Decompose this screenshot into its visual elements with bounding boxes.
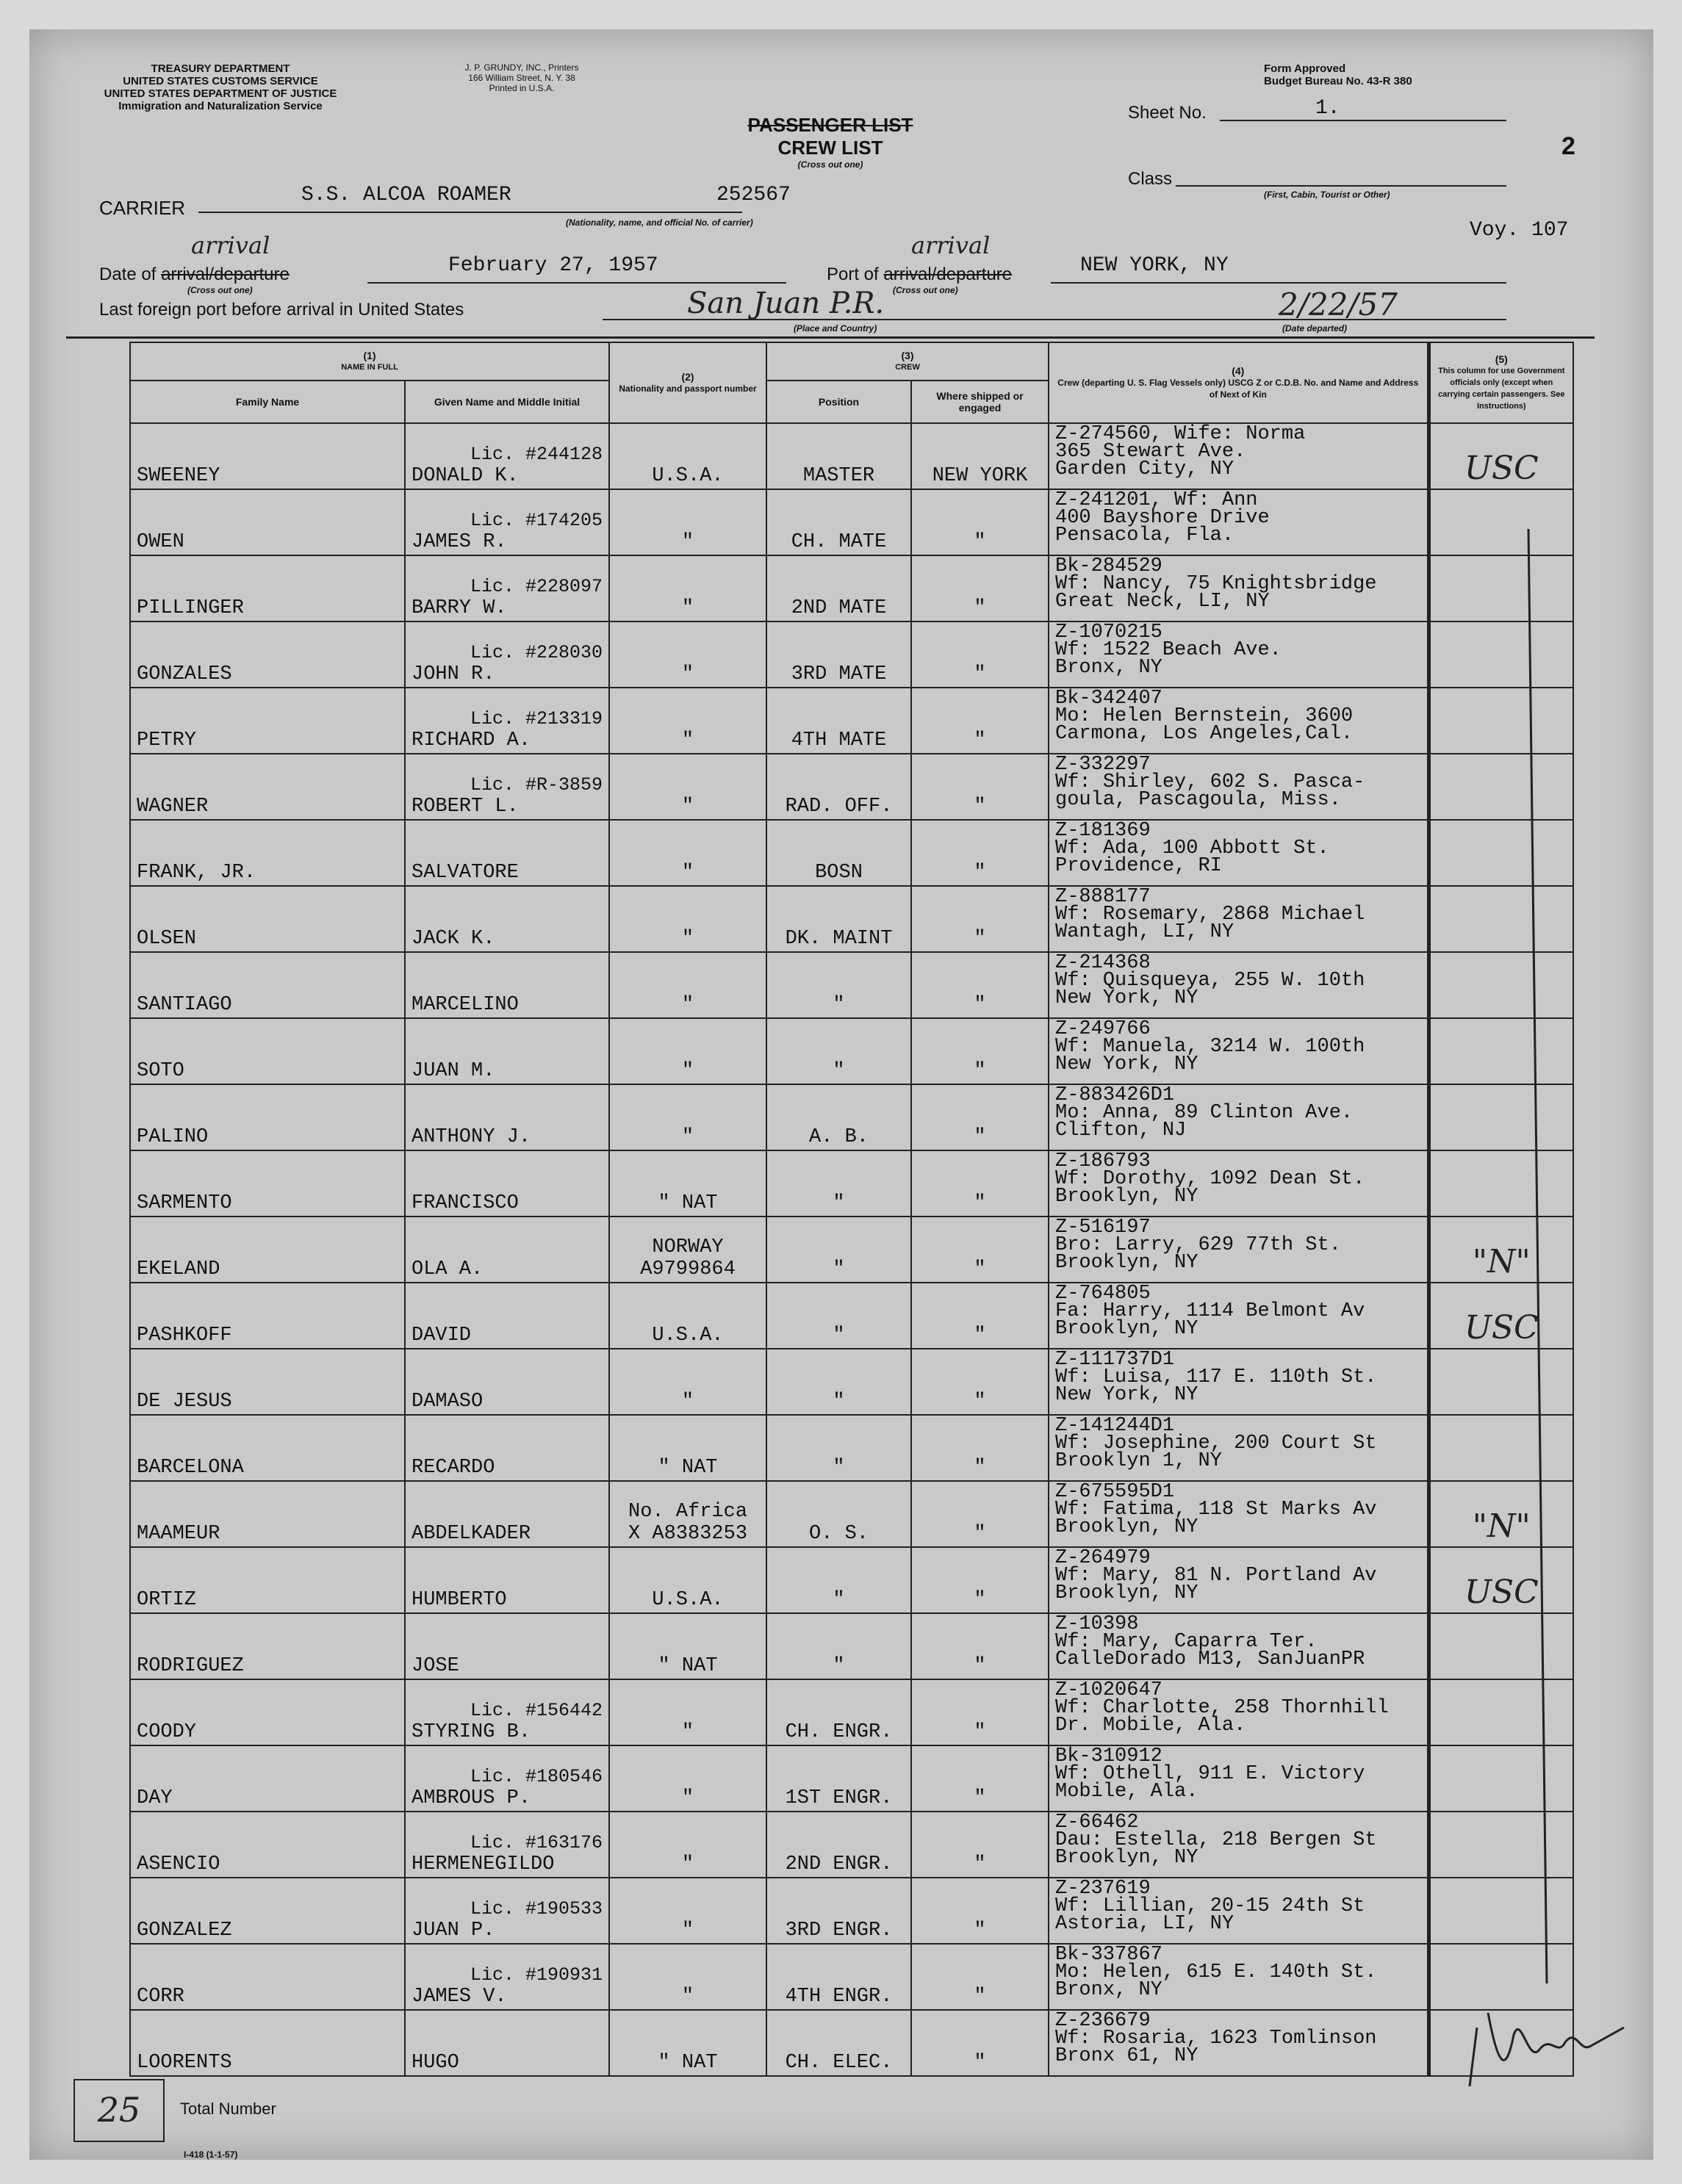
table-row	[130, 1349, 1573, 1415]
position-cell: CH. ELEC.	[766, 2010, 911, 2076]
given-name-cell	[405, 1944, 609, 2010]
last-port-label: Last foreign port before arrival in United States	[99, 300, 464, 320]
given-name-header: Given Name and Middle Initial	[405, 381, 609, 423]
col-4-header: (4) Crew (departing U. S. Flag Vessels only) USCG Z or C.D.B. No. and Name and Address of Next of Kin	[1049, 342, 1428, 423]
given-name: JAMES V.	[411, 1986, 507, 2008]
position-cell: "	[766, 1547, 911, 1613]
shipped-cell: "	[911, 1349, 1049, 1415]
shipped-cell: "	[911, 1084, 1049, 1150]
shipped-cell: "	[911, 1481, 1049, 1547]
nationality-cell: "	[609, 688, 766, 754]
given-name: ROBERT L.	[411, 796, 519, 818]
table-row	[130, 1878, 1573, 1944]
family-name-cell: OWEN	[130, 489, 405, 555]
port-departure-struck: /departure	[931, 264, 1013, 284]
family-name-cell: PETRY	[130, 688, 405, 754]
family-name-cell: FRANK, JR.	[130, 820, 405, 886]
nationality-cell: "	[609, 1812, 766, 1878]
given-name: FRANCISCO	[411, 1192, 519, 1214]
port-value: NEW YORK, NY	[1080, 254, 1229, 277]
next-of-kin-cell: Z-883426D1 Mo: Anna, 89 Clinton Ave. Clifton, NJ	[1049, 1084, 1428, 1150]
shipped-cell: "	[911, 688, 1049, 754]
agency-line-3: UNITED STATES DEPARTMENT OF JUSTICE	[104, 87, 337, 100]
given-name-cell	[405, 820, 609, 886]
given-name-cell	[405, 2010, 609, 2076]
shipped-cell: "	[911, 1745, 1049, 1812]
carrier-name: S.S. ALCOA ROAMER	[301, 184, 511, 206]
table-row	[130, 1944, 1573, 2010]
given-name-cell	[405, 1217, 609, 1283]
position-cell: 4TH ENGR.	[766, 1944, 911, 2010]
license-number: Lic. #190931	[470, 1964, 603, 1986]
position-cell: BOSN	[766, 820, 911, 886]
nationality-cell: "	[609, 820, 766, 886]
given-name-cell	[405, 1283, 609, 1349]
given-name: DAMASO	[411, 1391, 484, 1413]
license-number: Lic. #213319	[470, 708, 603, 729]
position-cell: "	[766, 1415, 911, 1481]
family-name-cell: CORR	[130, 1944, 405, 2010]
agency-line-2: UNITED STATES CUSTOMS SERVICE	[123, 75, 318, 87]
port-label	[827, 264, 1012, 285]
nationality-cell: " NAT	[609, 1150, 766, 1217]
port-line	[1051, 282, 1506, 284]
next-of-kin-cell: Z-237619 Wf: Lillian, 20-15 24th St Astoria, LI, NY	[1049, 1878, 1428, 1944]
shipped-cell: "	[911, 1150, 1049, 1217]
family-name-cell: SARMENTO	[130, 1150, 405, 1217]
carrier-official-no: 252567	[716, 184, 791, 206]
crew-table	[129, 342, 1574, 2077]
given-name-cell	[405, 688, 609, 754]
given-name-cell	[405, 1613, 609, 1679]
given-name: MARCELINO	[411, 994, 519, 1016]
next-of-kin-cell: Z-236679 Wf: Rosaria, 1623 Tomlinson Bronx 61, NY	[1049, 2010, 1428, 2076]
crew-list-document	[29, 29, 1653, 2160]
license-number: Lic. #228097	[470, 576, 603, 597]
position-cell: CH. MATE	[766, 489, 911, 555]
table-row	[130, 621, 1573, 688]
shipped-cell: "	[911, 2010, 1049, 2076]
position-cell: RAD. OFF.	[766, 754, 911, 820]
agency-line-1: TREASURY DEPARTMENT	[151, 62, 290, 75]
family-name-cell: ORTIZ	[130, 1547, 405, 1613]
given-name: BARRY W.	[411, 597, 507, 619]
family-name-cell: PILLINGER	[130, 555, 405, 621]
license-number: Lic. #190533	[470, 1898, 603, 1920]
given-name-cell	[405, 1679, 609, 1745]
next-of-kin-cell: Z-516197 Bro: Larry, 629 77th St. Brooklyn, NY	[1049, 1217, 1428, 1283]
date-departure-struck: /departure	[209, 264, 290, 284]
license-number: Lic. #180546	[470, 1766, 603, 1787]
next-of-kin-cell: Z-66462 Dau: Estella, 218 Bergen St Brooklyn, NY	[1049, 1812, 1428, 1878]
position-cell: "	[766, 952, 911, 1018]
sheet-label: Sheet No.	[1128, 103, 1207, 123]
nationality-cell: U.S.A.	[609, 423, 766, 489]
nationality-cell: No. Africa X A8383253	[609, 1481, 766, 1547]
given-name: DONALD K.	[411, 465, 519, 487]
next-of-kin-cell: Z-111737D1 Wf: Luisa, 117 E. 110th St. New York, NY	[1049, 1349, 1428, 1415]
next-of-kin-cell: Z-141244D1 Wf: Josephine, 200 Court St Brooklyn 1, NY	[1049, 1415, 1428, 1481]
voyage: Voy. 107	[1470, 219, 1569, 242]
position-cell: 3RD MATE	[766, 621, 911, 688]
position-cell: CH. ENGR.	[766, 1679, 911, 1745]
shipped-header: Where shipped or engaged	[911, 381, 1049, 423]
given-name-cell	[405, 1547, 609, 1613]
family-name-cell: GONZALEZ	[130, 1878, 405, 1944]
last-port-date: 2/22/57	[1279, 286, 1398, 322]
sheet-value: 1.	[1220, 97, 1506, 121]
nationality-cell: "	[609, 1878, 766, 1944]
family-name-header: Family Name	[130, 381, 405, 423]
table-row	[130, 555, 1573, 621]
nationality-cell: "	[609, 1679, 766, 1745]
license-number: Lic. #228030	[470, 642, 603, 663]
form-approved-line-2: Budget Bureau No. 43-R 380	[1264, 75, 1412, 87]
table-row	[130, 952, 1573, 1018]
inspector-signature	[1455, 1983, 1631, 2094]
next-of-kin-cell: Z-675595D1 Wf: Fatima, 118 St Marks Av Brooklyn, NY	[1049, 1481, 1428, 1547]
given-name: AMBROUS P.	[411, 1787, 531, 1809]
table-row	[130, 423, 1573, 489]
family-name-cell: PALINO	[130, 1084, 405, 1150]
given-name: DAVID	[411, 1325, 472, 1347]
nationality-cell: " NAT	[609, 1613, 766, 1679]
nationality-cell: NORWAY A9799864	[609, 1217, 766, 1283]
date-line	[367, 282, 786, 284]
table-row	[130, 1481, 1573, 1547]
carrier-label: CARRIER	[99, 197, 186, 219]
family-name-cell: WAGNER	[130, 754, 405, 820]
crew-table-body	[130, 423, 1573, 2076]
license-number: Lic. #174205	[470, 510, 603, 531]
given-name: JUAN M.	[411, 1060, 495, 1082]
date-of-text: Date of	[99, 264, 157, 284]
agency-line-4: Immigration and Naturalization Service	[118, 100, 323, 112]
column-5-pen-line	[1525, 529, 1554, 1998]
next-of-kin-cell: Z-249766 Wf: Manuela, 3214 W. 100th New York, NY	[1049, 1018, 1428, 1084]
official-note-cell: USC	[1428, 423, 1573, 489]
nationality-cell: "	[609, 1944, 766, 2010]
col-5-header: (5) This column for use Government officials only (except when carrying certain passengers. See Instructions)	[1428, 342, 1573, 423]
position-cell: MASTER	[766, 423, 911, 489]
printer-line-2: 166 William Street, N. Y. 38	[468, 73, 575, 83]
next-of-kin-cell: Z-181369 Wf: Ada, 100 Abbott St. Providence, RI	[1049, 820, 1428, 886]
shipped-cell: "	[911, 886, 1049, 952]
next-of-kin-cell: Bk-284529 Wf: Nancy, 75 Knightsbridge Great Neck, LI, NY	[1049, 555, 1428, 621]
col-2-header: (2) Nationality and passport number	[609, 342, 766, 423]
position-cell: "	[766, 1150, 911, 1217]
given-name-cell	[405, 621, 609, 688]
position-cell: 2ND ENGR.	[766, 1812, 911, 1878]
table-row	[130, 1745, 1573, 1812]
shipped-cell: "	[911, 1217, 1049, 1283]
given-name: JAMES R.	[411, 531, 507, 553]
position-cell: "	[766, 1613, 911, 1679]
next-of-kin-cell: Z-888177 Wf: Rosemary, 2868 Michael Wantagh, LI, NY	[1049, 886, 1428, 952]
total-number-box	[73, 2079, 165, 2142]
form-number: I-418 (1-1-57)	[184, 2149, 238, 2160]
position-cell: 2ND MATE	[766, 555, 911, 621]
given-name-cell	[405, 754, 609, 820]
given-name: RECARDO	[411, 1457, 495, 1479]
printer-block	[426, 62, 617, 93]
shipped-cell: "	[911, 1613, 1049, 1679]
nationality-cell: "	[609, 886, 766, 952]
given-name-cell	[405, 1481, 609, 1547]
shipped-cell: NEW YORK	[911, 423, 1049, 489]
family-name-cell: DE JESUS	[130, 1349, 405, 1415]
nationality-cell: "	[609, 952, 766, 1018]
table-row	[130, 1150, 1573, 1217]
given-name-cell	[405, 886, 609, 952]
last-port-value: San Juan P.R.	[687, 286, 885, 320]
nationality-cell: "	[609, 1018, 766, 1084]
col-3-header: (3) CREW	[766, 342, 1049, 381]
shipped-cell: "	[911, 820, 1049, 886]
given-name-cell	[405, 555, 609, 621]
table-row	[130, 1217, 1573, 1283]
official-note-cell: "N"	[1428, 1481, 1573, 1547]
table-row	[130, 2010, 1573, 2076]
total-label: Total Number	[180, 2100, 276, 2118]
next-of-kin-cell: Bk-342407 Mo: Helen Bernstein, 3600 Carmona, Los Angeles,Cal.	[1049, 688, 1428, 754]
official-note-cell: USC	[1428, 1283, 1573, 1349]
given-name: STYRING B.	[411, 1721, 531, 1743]
date-value: February 27, 1957	[448, 254, 658, 277]
date-arrival-struck: arrival	[161, 264, 209, 284]
port-handwritten: arrival	[911, 231, 991, 259]
shipped-cell: "	[911, 1679, 1049, 1745]
class-hint: (First, Cabin, Tourist or Other)	[1264, 190, 1390, 200]
position-cell: 3RD ENGR.	[766, 1878, 911, 1944]
family-name-cell: MAAMEUR	[130, 1481, 405, 1547]
family-name-cell: LOORENTS	[130, 2010, 405, 2076]
shipped-cell: "	[911, 489, 1049, 555]
form-approved-line-1: Form Approved	[1264, 62, 1346, 75]
family-name-cell: SWEENEY	[130, 423, 405, 489]
next-of-kin-cell: Bk-310912 Wf: Othell, 911 E. Victory Mobile, Ala.	[1049, 1745, 1428, 1812]
shipped-cell: "	[911, 621, 1049, 688]
given-name: SALVATORE	[411, 862, 519, 884]
given-name-cell	[405, 952, 609, 1018]
next-of-kin-cell: Z-764805 Fa: Harry, 1114 Belmont Av Brooklyn, NY	[1049, 1283, 1428, 1349]
shipped-cell: "	[911, 1018, 1049, 1084]
nationality-cell: " NAT	[609, 1415, 766, 1481]
license-number: Lic. #163176	[470, 1832, 603, 1853]
license-number: Lic. #R-3859	[470, 774, 603, 796]
table-row	[130, 1613, 1573, 1679]
given-name-cell	[405, 1745, 609, 1812]
license-number: Lic. #244128	[470, 444, 603, 465]
table-row	[130, 886, 1573, 952]
family-name-cell: DAY	[130, 1745, 405, 1812]
place-hint: (Place and Country)	[794, 323, 877, 334]
nationality-cell: U.S.A.	[609, 1283, 766, 1349]
crew-list-title: CREW LIST	[777, 137, 883, 159]
family-name-cell: BARCELONA	[130, 1415, 405, 1481]
shipped-cell: "	[911, 1547, 1049, 1613]
family-name-cell: EKELAND	[130, 1217, 405, 1283]
given-name-cell	[405, 1150, 609, 1217]
nationality-cell: "	[609, 555, 766, 621]
port-of-text: Port of	[827, 264, 879, 284]
license-number: Lic. #156442	[470, 1700, 603, 1721]
family-name-cell: COODY	[130, 1679, 405, 1745]
next-of-kin-cell: Z-264979 Wf: Mary, 81 N. Portland Av Brooklyn, NY	[1049, 1547, 1428, 1613]
position-cell: O. S.	[766, 1481, 911, 1547]
passenger-list-struck: PASSENGER LIST	[747, 114, 913, 136]
table-row	[130, 489, 1573, 555]
date-of-label	[99, 264, 290, 285]
position-cell: 1ST ENGR.	[766, 1745, 911, 1812]
next-of-kin-cell: Bk-337867 Mo: Helen, 615 E. 140th St. Bronx, NY	[1049, 1944, 1428, 2010]
given-name: JACK K.	[411, 928, 495, 950]
given-name: JOHN R.	[411, 663, 495, 685]
nationality-cell: " NAT	[609, 2010, 766, 2076]
printer-line-1: J. P. GRUNDY, INC., Printers	[464, 62, 579, 73]
nationality-cell: "	[609, 754, 766, 820]
agency-block	[66, 62, 375, 112]
port-cross-out: (Cross out one)	[893, 285, 958, 295]
table-row	[130, 688, 1573, 754]
family-name-cell: RODRIGUEZ	[130, 1613, 405, 1679]
table-row	[130, 1084, 1573, 1150]
date-handwritten: arrival	[191, 231, 270, 259]
official-note-cell: USC	[1428, 1547, 1573, 1613]
nationality-cell: U.S.A.	[609, 1547, 766, 1613]
date-departed-hint: (Date departed)	[1282, 323, 1348, 334]
family-name-cell: GONZALES	[130, 621, 405, 688]
given-name: OLA A.	[411, 1258, 484, 1280]
form-approved	[1264, 62, 1484, 87]
position-cell: "	[766, 1349, 911, 1415]
next-of-kin-cell: Z-10398 Wf: Mary, Caparra Ter. CalleDorado M13, SanJuanPR	[1049, 1613, 1428, 1679]
shipped-cell: "	[911, 1812, 1049, 1878]
carrier-line	[198, 212, 742, 213]
nationality-cell: "	[609, 1349, 766, 1415]
position-cell: "	[766, 1217, 911, 1283]
next-of-kin-cell: Z-214368 Wf: Quisqueya, 255 W. 10th New York, NY	[1049, 952, 1428, 1018]
port-arrival-struck: arrival	[883, 264, 932, 284]
given-name-cell	[405, 489, 609, 555]
given-name: RICHARD A.	[411, 729, 531, 752]
form-title	[676, 114, 985, 170]
table-row	[130, 1679, 1573, 1745]
total-value: 25	[97, 2090, 141, 2130]
shipped-cell: "	[911, 555, 1049, 621]
given-name-cell	[405, 1415, 609, 1481]
next-of-kin-cell: Z-274560, Wife: Norma 365 Stewart Ave. Garden City, NY	[1049, 423, 1428, 489]
nationality-cell: "	[609, 1745, 766, 1812]
cross-out-hint: (Cross out one)	[797, 159, 863, 170]
carrier-hint: (Nationality, name, and official No. of carrier)	[566, 217, 753, 228]
given-name: JOSE	[411, 1655, 459, 1677]
nationality-cell: "	[609, 489, 766, 555]
class-line	[1176, 185, 1506, 187]
official-note-cell: "N"	[1428, 1217, 1573, 1283]
shipped-cell: "	[911, 1944, 1049, 2010]
page-number: 2	[1561, 132, 1575, 160]
table-row	[130, 1415, 1573, 1481]
table-row	[130, 1547, 1573, 1613]
family-name-cell: ASENCIO	[130, 1812, 405, 1878]
shipped-cell: "	[911, 1415, 1049, 1481]
next-of-kin-cell: Z-1020647 Wf: Charlotte, 258 Thornhill Dr. Mobile, Ala.	[1049, 1679, 1428, 1745]
given-name-cell	[405, 1084, 609, 1150]
family-name-cell: SOTO	[130, 1018, 405, 1084]
table-row	[130, 1018, 1573, 1084]
col-1-header: (1) NAME IN FULL	[130, 342, 609, 381]
printer-line-3: Printed in U.S.A.	[489, 83, 555, 93]
family-name-cell: OLSEN	[130, 886, 405, 952]
given-name: JUAN P.	[411, 1920, 495, 1942]
position-cell: 4TH MATE	[766, 688, 911, 754]
shipped-cell: "	[911, 952, 1049, 1018]
family-name-cell: SANTIAGO	[130, 952, 405, 1018]
given-name: HUGO	[411, 2052, 459, 2074]
given-name-cell	[405, 423, 609, 489]
given-name: ANTHONY J.	[411, 1126, 531, 1148]
position-cell: DK. MAINT	[766, 886, 911, 952]
table-row	[130, 820, 1573, 886]
nationality-cell: "	[609, 1084, 766, 1150]
date-cross-out: (Cross out one)	[187, 285, 253, 295]
given-name-cell	[405, 1349, 609, 1415]
given-name-cell	[405, 1878, 609, 1944]
table-row	[130, 1812, 1573, 1878]
nationality-cell: "	[609, 621, 766, 688]
shipped-cell: "	[911, 754, 1049, 820]
family-name-cell: PASHKOFF	[130, 1283, 405, 1349]
given-name-cell	[405, 1812, 609, 1878]
next-of-kin-cell: Z-186793 Wf: Dorothy, 1092 Dean St. Brooklyn, NY	[1049, 1150, 1428, 1217]
position-cell: A. B.	[766, 1084, 911, 1150]
header-rule	[66, 336, 1595, 339]
given-name: HERMENEGILDO	[411, 1853, 555, 1875]
table-row	[130, 1283, 1573, 1349]
next-of-kin-cell: Z-332297 Wf: Shirley, 602 S. Pasca- goula, Pascagoula, Miss.	[1049, 754, 1428, 820]
given-name-cell	[405, 1018, 609, 1084]
class-label: Class	[1128, 169, 1173, 189]
position-cell: "	[766, 1283, 911, 1349]
shipped-cell: "	[911, 1878, 1049, 1944]
position-cell: "	[766, 1018, 911, 1084]
given-name: ABDELKADER	[411, 1523, 531, 1545]
position-header: Position	[766, 381, 911, 423]
next-of-kin-cell: Z-1070215 Wf: 1522 Beach Ave. Bronx, NY	[1049, 621, 1428, 688]
given-name: HUMBERTO	[411, 1589, 507, 1611]
next-of-kin-cell: Z-241201, Wf: Ann 400 Bayshore Drive Pensacola, Fla.	[1049, 489, 1428, 555]
table-row	[130, 754, 1573, 820]
shipped-cell: "	[911, 1283, 1049, 1349]
